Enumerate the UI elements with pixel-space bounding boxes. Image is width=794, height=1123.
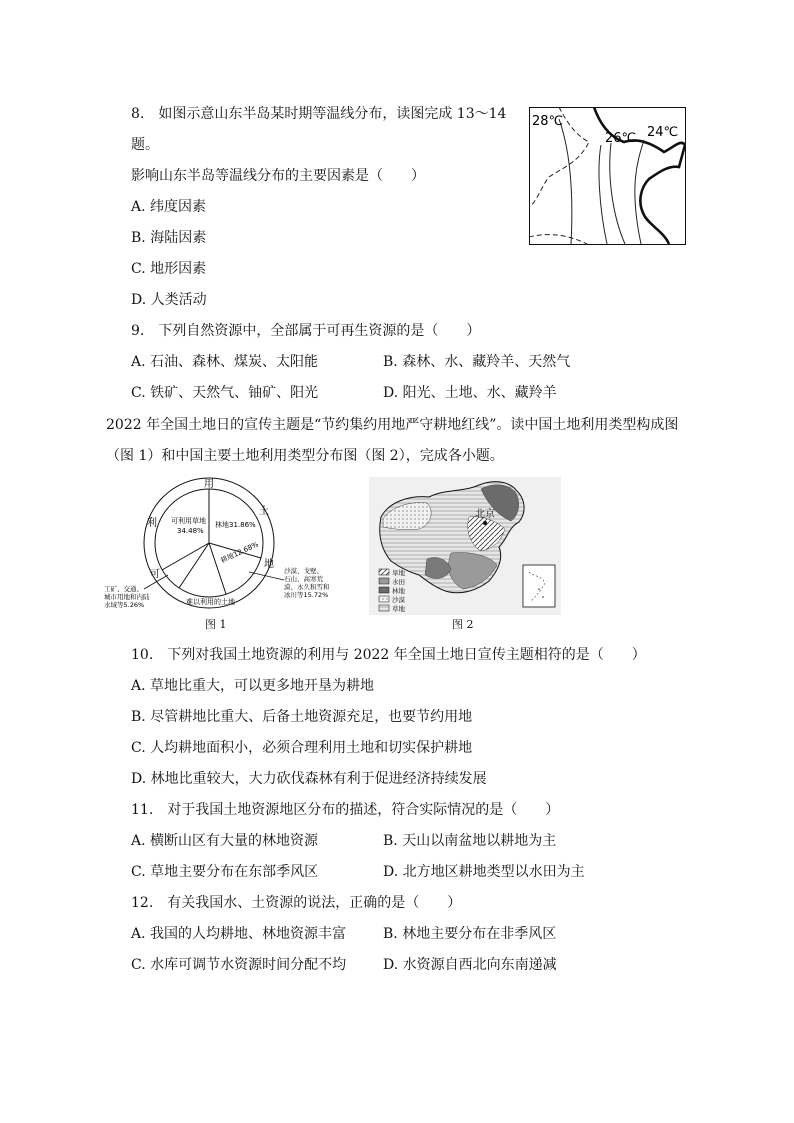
land-use-pie-figure <box>104 477 346 613</box>
q8-option-b: B. 海陆因素 <box>131 230 207 246</box>
ring-label-ke: 可 <box>150 569 160 580</box>
segment-desert-line1: 沙漠、戈壁、 <box>284 567 323 575</box>
segment-urban-line1: 工矿、交通、 <box>104 585 143 593</box>
ring-label-tu: 土 <box>259 506 269 517</box>
segment-hard-label: 难以利用的土地 <box>186 598 235 606</box>
isotherm-26-label: 26℃ <box>605 131 637 146</box>
q10-option-b: B. 尽管耕地比重大、后备土地资源充足，也要节约用地 <box>131 709 473 725</box>
segment-desert-line3: 漠、永久积雪和 <box>284 583 330 591</box>
q12-option-a: A. 我国的人均耕地、林地资源丰富 <box>131 926 347 942</box>
q11-option-a: A. 横断山区有大量的林地资源 <box>131 833 319 849</box>
ring-label-yong: 用 <box>204 479 214 490</box>
q9-stem: 9. 下列自然资源中，全部属于可再生资源的是（ ） <box>131 323 481 339</box>
q8-stem-line2: 题。 <box>131 137 159 153</box>
china-land-use-map <box>369 477 561 615</box>
q10-option-c: C. 人均耕地面积小，必须合理利用土地和切实保护耕地 <box>131 740 473 756</box>
q10-option-a: A. 草地比重大，可以更多地开垦为耕地 <box>131 678 375 694</box>
fig1-caption: 图 1 <box>205 618 227 631</box>
segment-desert-line2: 石山、高寒荒 <box>284 575 323 583</box>
q9-option-d: D. 阳光、土地、水、藏羚羊 <box>383 385 557 401</box>
q12-option-c: C. 水库可调节水资源时间分配不均 <box>131 957 347 973</box>
legend-forest: 林地 <box>392 587 405 595</box>
segment-forest-label: 林地31.86% <box>215 521 256 529</box>
q9-option-b: B. 森林、水、藏羚羊、天然气 <box>383 354 571 370</box>
shandong-isotherm-map <box>529 107 686 245</box>
segment-farm-label: 耕地12.68% <box>219 540 260 565</box>
ring-label-li: 利 <box>147 518 157 529</box>
intro-line2: （图 1）和中国主要土地利用类型分布图（图 2），完成各小题。 <box>106 448 504 464</box>
legend-paddy: 水田 <box>392 578 405 586</box>
segment-grass-percent: 34.48% <box>177 527 204 535</box>
segment-urban-line3: 水域等5.26% <box>104 601 145 609</box>
beijing-label: 北京 <box>475 509 495 520</box>
q8-stem-line1: 8. 如图示意山东半岛某时期等温线分布，读图完成 13～14 <box>131 106 507 122</box>
legend-desert: 沙漠 <box>392 596 405 604</box>
q12-option-d: D. 水资源自西北向东南递减 <box>383 957 557 973</box>
isotherm-24-label: 24℃ <box>647 125 679 140</box>
q8-question: 影响山东半岛等温线分布的主要因素是（ ） <box>131 168 425 184</box>
isotherm-28-label: 28℃ <box>532 114 564 129</box>
segment-desert-line4: 冰川等15.72% <box>284 591 329 599</box>
q11-option-c: C. 草地主要分布在东部季风区 <box>131 864 319 880</box>
segment-urban-line2: 城市用地和内陆 <box>104 593 150 601</box>
q11-stem: 11. 对于我国土地资源地区分布的描述，符合实际情况的是（ ） <box>131 802 560 818</box>
fig2-caption: 图 2 <box>452 618 474 631</box>
q10-option-d: D. 林地比重较大，大力砍伐森林有利于促进经济持续发展 <box>131 771 487 787</box>
q11-option-b: B. 天山以南盆地以耕地为主 <box>383 833 557 849</box>
q8-option-d: D. 人类活动 <box>131 292 207 308</box>
q10-stem: 10. 下列对我国土地资源的利用与 2022 年全国土地日宣传主题相符的是（ ） <box>131 647 646 663</box>
intro-line1: 2022 年全国土地日的宣传主题是“节约集约用地严守耕地红线”。读中国土地利用类型构成图 <box>106 417 679 433</box>
segment-grass-label: 可利用草地 <box>171 517 206 525</box>
q12-option-b: B. 林地主要分布在非季风区 <box>383 926 557 942</box>
legend-grassland: 草地 <box>392 605 405 613</box>
legend-dry-farmland: 旱地 <box>392 569 405 577</box>
ring-label-di: 地 <box>264 559 274 570</box>
q11-option-d: D. 北方地区耕地类型以水田为主 <box>383 864 585 880</box>
q8-option-a: A. 纬度因素 <box>131 199 207 215</box>
q8-option-c: C. 地形因素 <box>131 261 207 277</box>
q12-stem: 12. 有关我国水、土资源的说法，正确的是（ ） <box>131 895 462 911</box>
q9-option-c: C. 铁矿、天然气、铀矿、阳光 <box>131 385 319 401</box>
q9-option-a: A. 石油、森林、煤炭、太阳能 <box>131 354 319 370</box>
